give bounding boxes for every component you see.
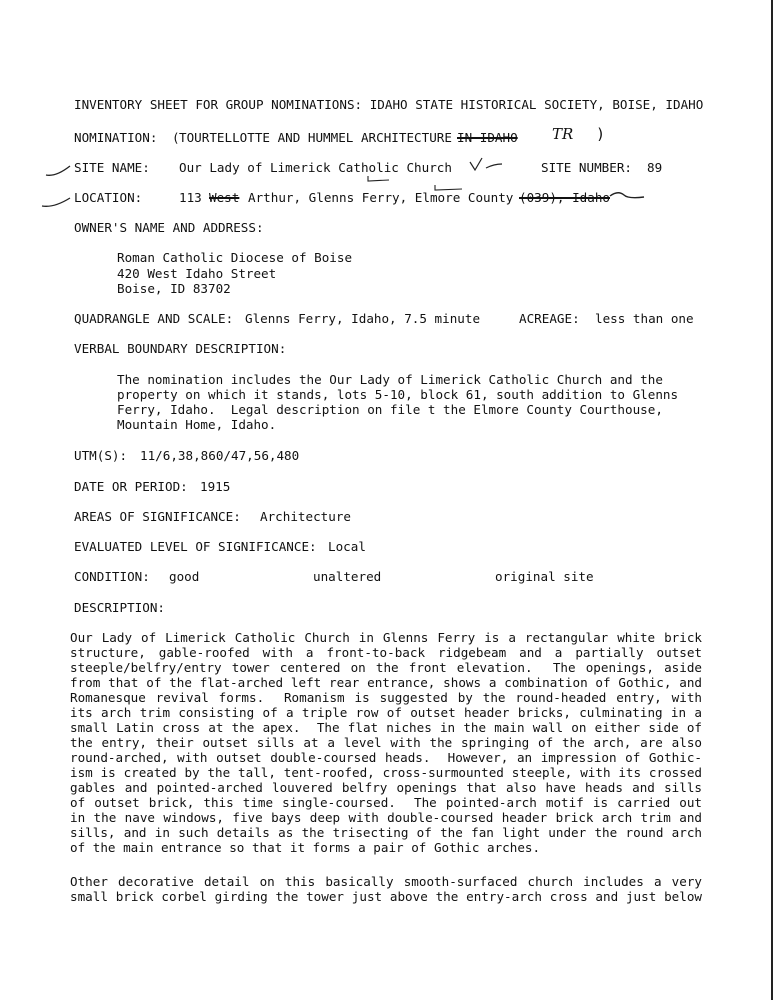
description-line: Our Lady of Limerick Catholic Church in Glenns Ferry is a rectangular white brick — [70, 630, 702, 645]
description-line: gables and pointed-arched louvered belfry openings that also have heads and sills — [70, 780, 702, 795]
acreage-value: less than one — [595, 311, 694, 326]
site-name-value: Our Lady of Limerick Catholic Church — [179, 160, 452, 175]
boundary-line: Ferry, Idaho. Legal description on file t the Elmore County Courthouse, — [117, 402, 663, 417]
description-line: its arch trim consisting of a triple row of outset header bricks, culminating in a — [70, 705, 702, 720]
description-line: of outset brick, this time single-coursed. The pointed-arch motif is carried out — [70, 795, 702, 810]
location-street-number: 113 — [179, 190, 202, 205]
nomination-close-paren-mark: ) — [596, 125, 606, 143]
handwritten-mark-icon — [365, 172, 395, 184]
boundary-label: VERBAL BOUNDARY DESCRIPTION: — [74, 341, 287, 356]
nomination-open-paren-mark: ( — [172, 130, 180, 145]
handwritten-check-mark-icon — [466, 150, 506, 176]
owner-label: OWNER'S NAME AND ADDRESS: — [74, 220, 264, 235]
level-value: Local — [328, 539, 366, 554]
nomination-label: NOMINATION: — [74, 130, 158, 145]
location-label: LOCATION: — [74, 190, 143, 205]
description-line: ism is created by the tall, tent-roofed, cross-surmounted steeple, with its crossed — [70, 765, 702, 780]
description-line: from that of the flat-arched left rear entrance, shows a combination of Gothic, and — [70, 675, 702, 690]
date-value: 1915 — [200, 479, 231, 494]
site-name-label: SITE NAME: — [74, 160, 150, 175]
boundary-line: property on which it stands, lots 5-10, block 61, south addition to Glenns — [117, 387, 679, 402]
description-line: round-arched, with outset double-coursed heads. However, an impression of Gothic- — [70, 750, 702, 765]
areas-label: AREAS OF SIGNIFICANCE: — [74, 509, 241, 524]
site-number-label: SITE NUMBER: — [541, 160, 632, 175]
description-line: Romanesque revival forms. Romanism is suggested by the round-headed entry, with — [70, 690, 702, 705]
description-line: structure, gable-roofed with a front-to-back ridgebeam and a partially outset — [70, 645, 702, 660]
owner-line: Boise, ID 83702 — [117, 281, 231, 296]
utm-label: UTM(S): — [74, 448, 128, 463]
sheet-header: INVENTORY SHEET FOR GROUP NOMINATIONS: IDAHO STATE HISTORICAL SOCIETY, BOISE, IDAHO — [74, 97, 704, 112]
description-line: small Latin cross at the apex. The flat niches in the main wall on either side of — [70, 720, 702, 735]
condition-value: unaltered — [313, 569, 382, 584]
description-line: of the main entrance so that it forms a pair of Gothic arches. — [70, 840, 541, 855]
boundary-line: The nomination includes the Our Lady of Limerick Catholic Church and the — [117, 372, 663, 387]
level-label: EVALUATED LEVEL OF SIGNIFICANCE: — [74, 539, 317, 554]
owner-line: Roman Catholic Diocese of Boise — [117, 250, 353, 265]
location-value: Arthur, Glenns Ferry, Elmore County — [248, 190, 514, 205]
quadrangle-value: Glenns Ferry, Idaho, 7.5 minute — [245, 311, 481, 326]
description-label: DESCRIPTION: — [74, 600, 165, 615]
description-line: the entry, their outset sills at a level with the springing of the arch, are also — [70, 735, 702, 750]
handwritten-scribble-icon — [608, 188, 648, 204]
location-struck-word: West — [209, 190, 240, 205]
condition-value: good — [169, 569, 200, 584]
location-struck-text: (039), Idaho — [519, 190, 610, 205]
site-number-value: 89 — [647, 160, 663, 175]
description-line: small brick corbel girding the tower just above the entry-arch cross and just below — [70, 889, 702, 904]
checkmark-icon — [40, 192, 74, 210]
acreage-label: ACREAGE: — [519, 311, 580, 326]
description-line: in the nave windows, five bays deep with double-coursed header brick arch trim and — [70, 810, 702, 825]
areas-value: Architecture — [260, 509, 351, 524]
nomination-value: TOURTELLOTTE AND HUMMEL ARCHITECTURE — [179, 130, 452, 145]
nomination-struck-text: IN IDAHO — [457, 130, 518, 145]
description-line: Other decorative detail on this basically smooth-surfaced church includes a very — [70, 874, 702, 889]
checkmark-icon — [44, 162, 74, 178]
condition-label: CONDITION: — [74, 569, 150, 584]
boundary-line: Mountain Home, Idaho. — [117, 417, 277, 432]
nomination-handwritten-annotation: TR — [552, 125, 574, 143]
date-label: DATE OR PERIOD: — [74, 479, 188, 494]
utm-value: 11/6,38,860/47,56,480 — [140, 448, 300, 463]
owner-line: 420 West Idaho Street — [117, 266, 277, 281]
description-line: steeple/belfry/entry tower centered on the front elevation. The openings, aside — [70, 660, 702, 675]
condition-value: original site — [495, 569, 594, 584]
quadrangle-label: QUADRANGLE AND SCALE: — [74, 311, 234, 326]
description-line: sills, and in such details as the trisecting of the fan light under the round arch — [70, 825, 702, 840]
